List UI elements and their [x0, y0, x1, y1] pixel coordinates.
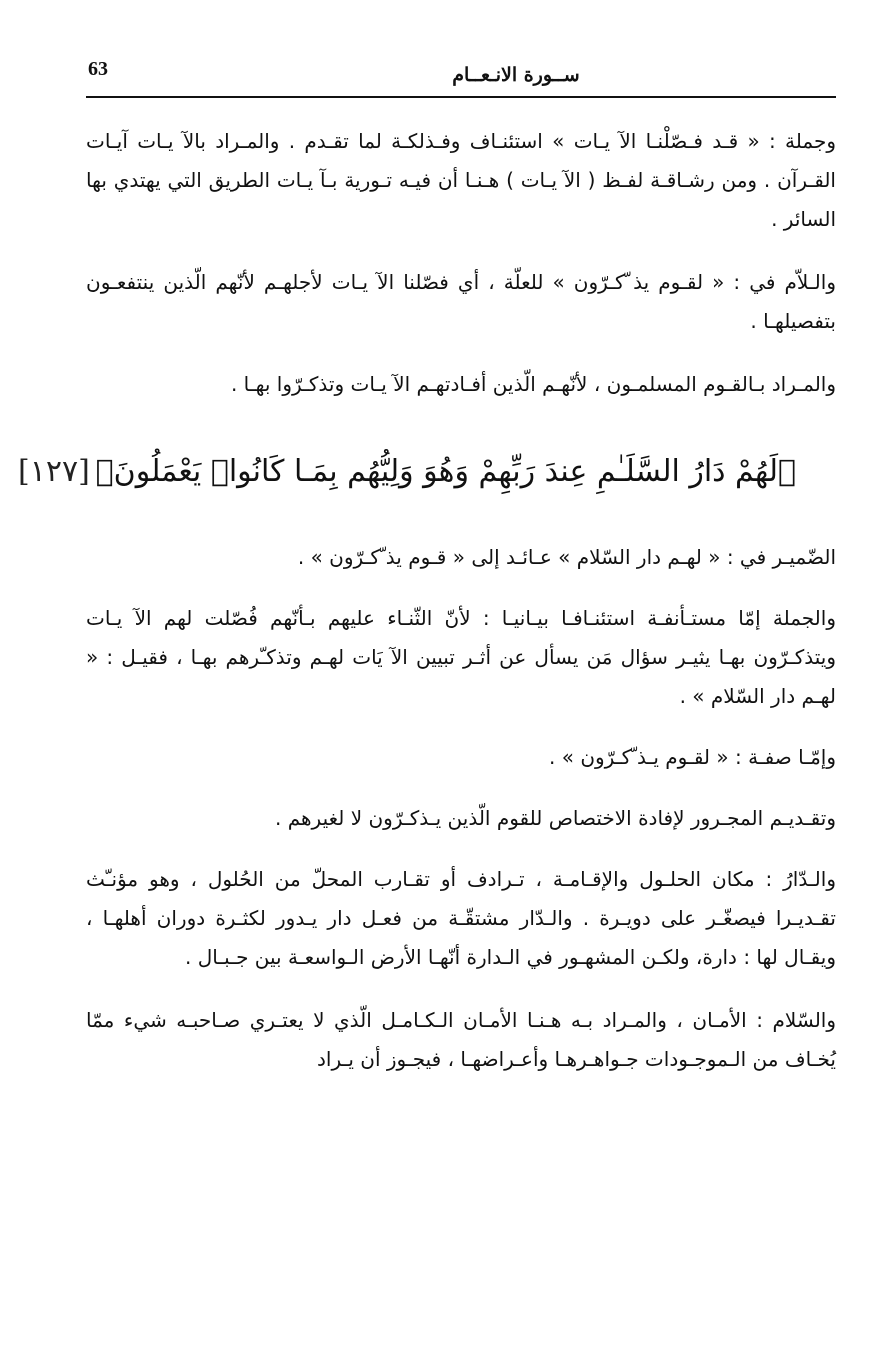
page-header — [86, 54, 836, 98]
verse-number: [١٢٧] — [18, 454, 90, 489]
paragraph: والسّلام : الأمـان ، والمـراد بـه هـنـا الأمـان الـكـامـل الّذي لا يعتـري صـاحبـه شيء ممّا يُخـاف من الـموجـودات جـواهـرهـا وأعـراضهـا ، فيجـوز أن يـراد — [86, 1008, 836, 1071]
page-body — [18, 122, 836, 1103]
paragraph: وإمّـا صفـة : « لقـوم يـذ ّكـرّون » . — [549, 745, 836, 769]
running-title: ســورة الانـعــام — [452, 64, 580, 86]
paragraph: الضّميـر في : « لهـم دار السّلام » عـائـد إلى « قـوم يذ ّكـرّون » . — [297, 545, 836, 569]
paragraph: والجملة إمّا مستـأنفـة استئنـافـا بيـانيـا : لأنّ الثّنـاء عليهم بـأنّهم فُصّلت لهم الآ يـات ويتذكـرّون بهـا يثيـر سؤال مَن يسأل عن أثـر تبيين الآ يَات لهـم وتذكـّرهم بهـا ، فقيـل : « لهـم دار السّلام » . — [86, 606, 836, 708]
quran-verse — [18, 426, 836, 526]
page-number: 63 — [88, 58, 108, 80]
paragraph: والمـراد بـالقـوم المسلمـون ، لأنّهـم الّذين أفـادتهـم الآ يـات وتذكـرّوا بهـا . — [230, 372, 836, 396]
header-rule — [86, 96, 836, 98]
paragraph: وتقـديـم المجـرور لإفادة الاختصاص للقوم الّذين يـذكـرّون لا لغيرهم . — [274, 806, 836, 830]
paragraph: وجملة : « قـد فـصّلْنـا الآ يـات » استئنـاف وفـذلكـة لما تقـدم . والمـراد بالآ يـات آيـات القـرآن . ومن رشـاقـة لفـظ ( الآ يـات ) هـنـا أن فيـه تـورية بـآ يـات الطريق التي يهتدي بها السائر . — [86, 129, 836, 231]
paragraph: والـلاّم في : « لقـوم يذ ّكـرّون » للعلّة ، أي فصّلنا الآ يـات لأجلهـم لأنّهم الّذين ينتفعـون بتفصيلهـا . — [86, 270, 836, 333]
paragraph: والـدّارُ : مكان الحلـول والإقـامـة ، تـرادف أو تقـارب المحلّ من الحُلول ، وهو مؤنـّث تقـديـرا فيصغّـر على دويـرة . والـدّار مشتقّـة من فعـل دار يـدور لكثـرة دوران أهلهـا ، ويقـال لها : دارة، ولكـن المشهـور في الـدارة أنّهـا الأرض الـواسعـة بين جـبـال . — [86, 867, 836, 969]
verse-text: ﴿لَهُمْ دَارُ السَّلَـٰمِ عِندَ رَبِّهِمْ وَهُوَ وَلِيُّهُم بِمَـا كَانُوا۟ يَعْمَلُونَ﴾ — [95, 454, 796, 489]
